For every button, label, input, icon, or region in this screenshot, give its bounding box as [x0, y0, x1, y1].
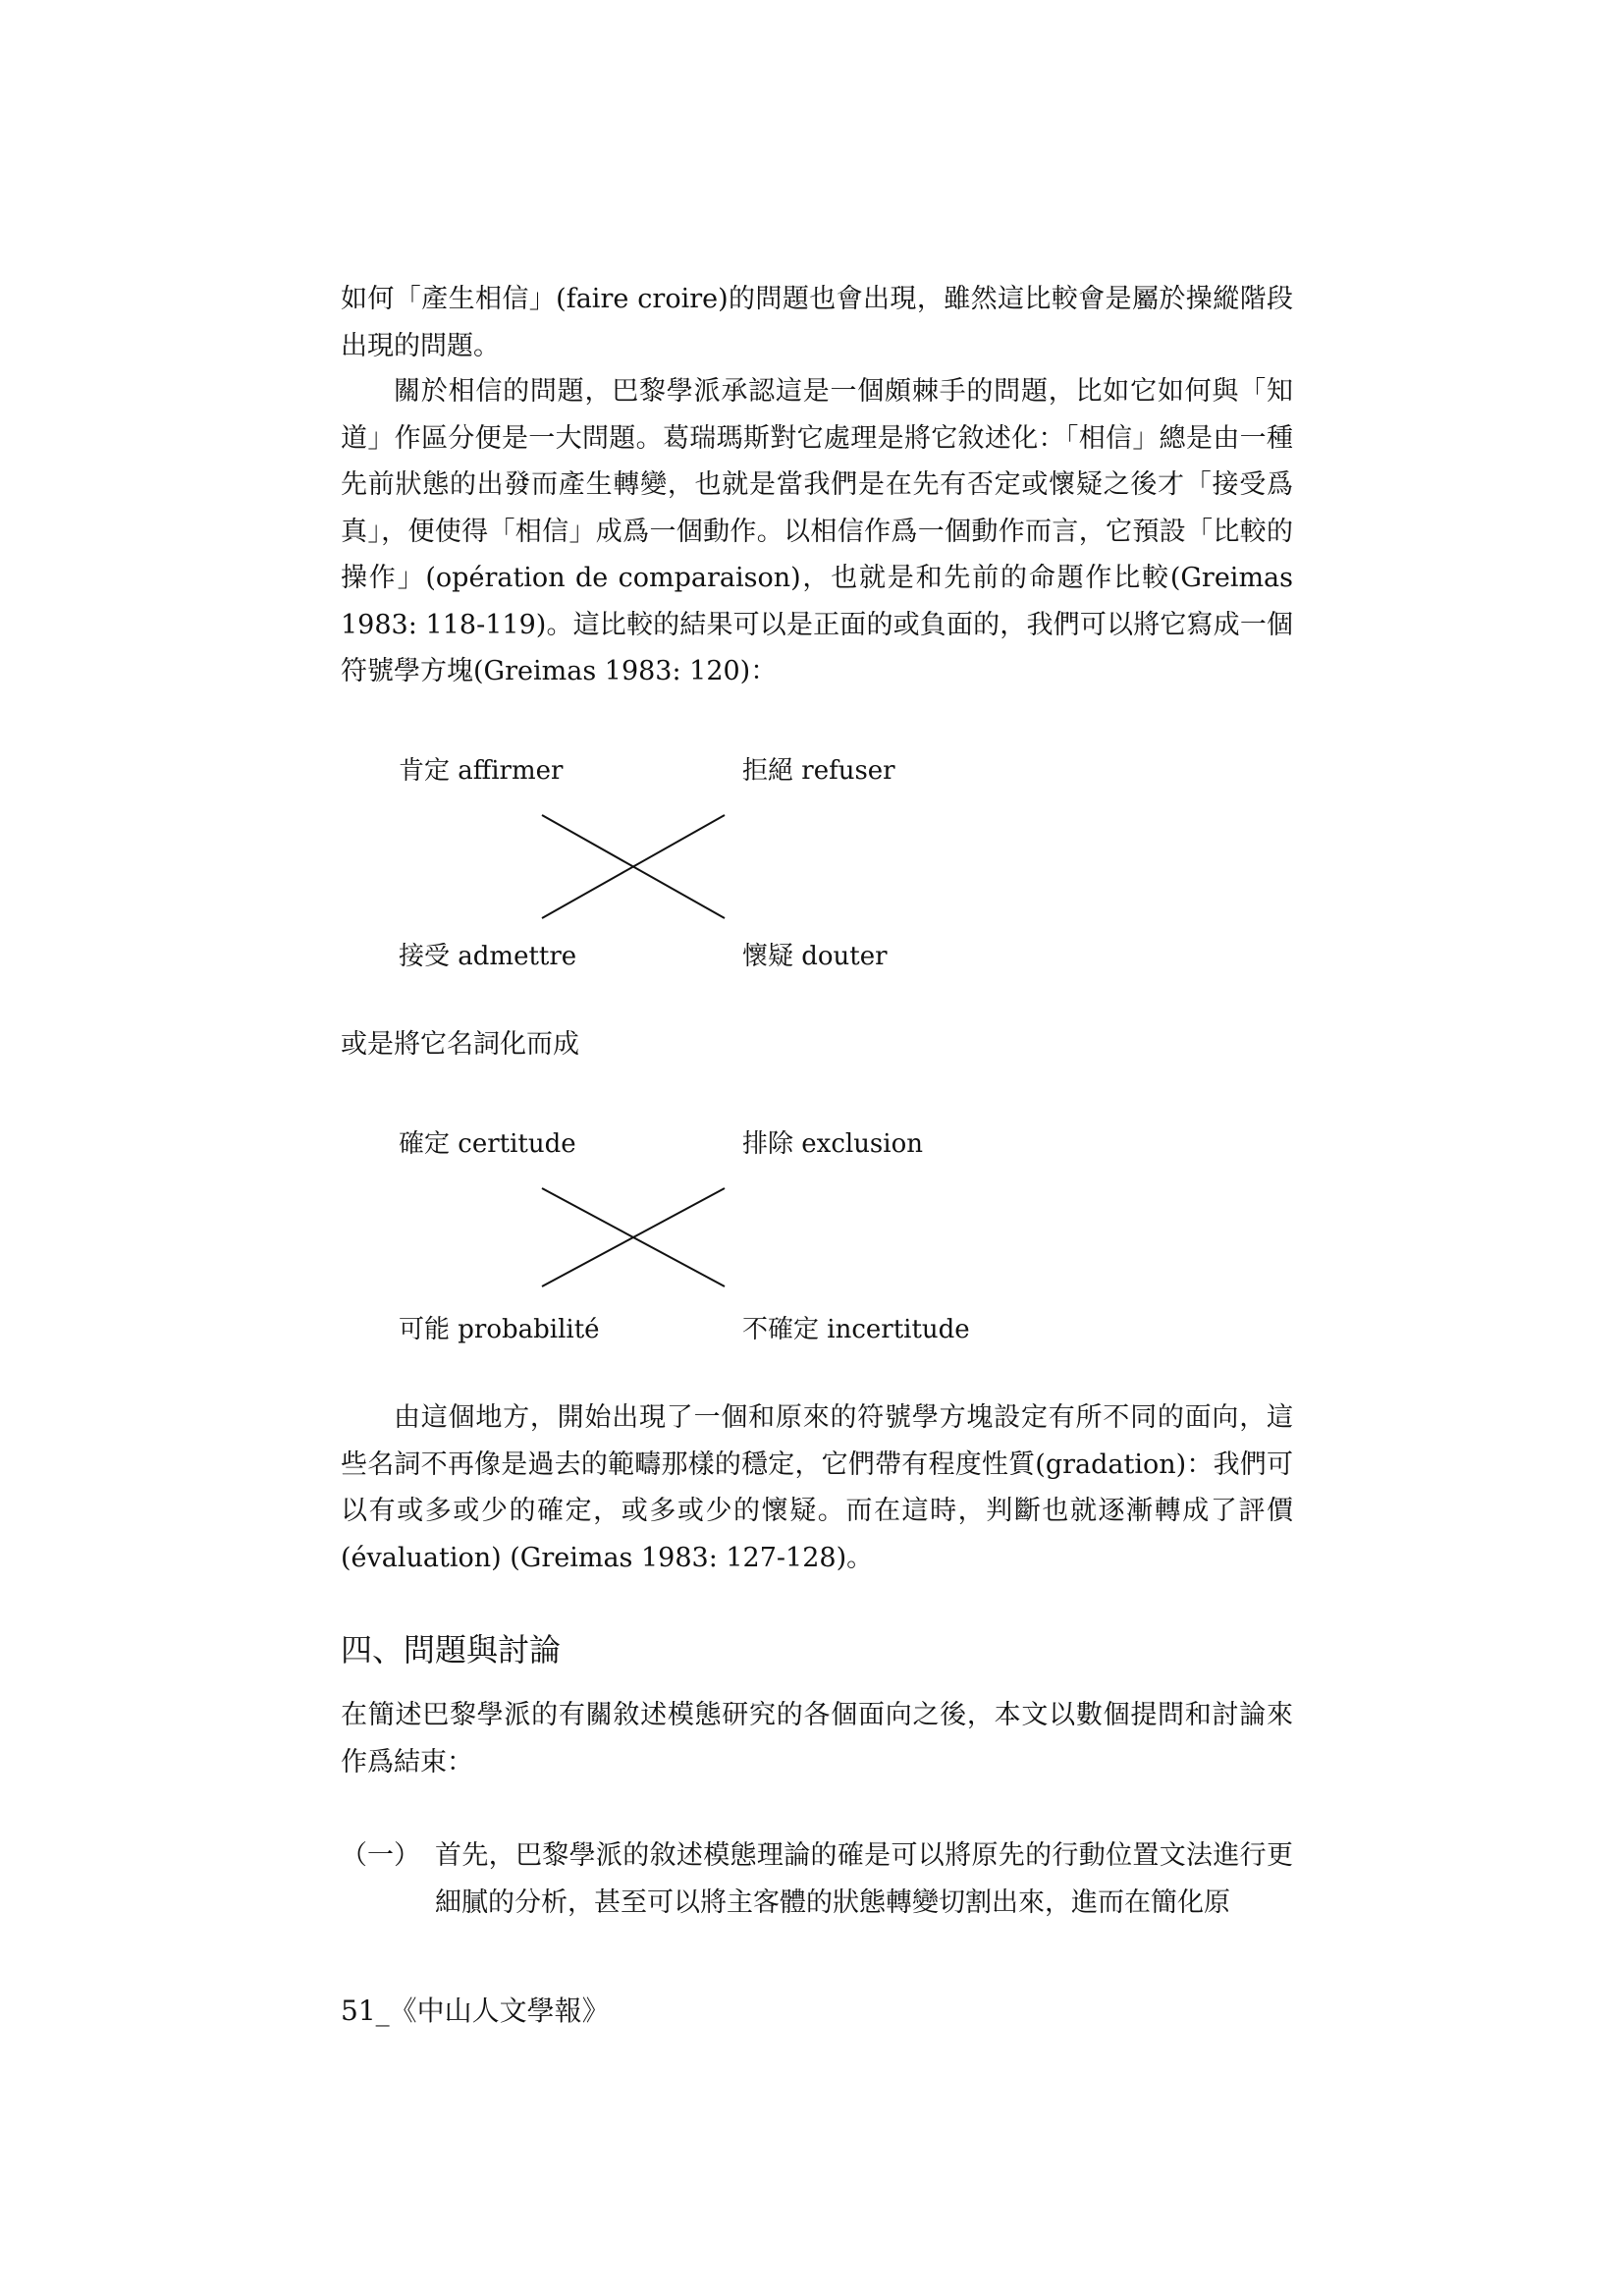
- paragraph-conclusion-intro: [341, 1692, 1293, 1785]
- square-label-top-right: 排除 exclusion: [742, 1129, 923, 1159]
- semiotic-square-certainty: [0, 1115, 1622, 1344]
- paragraph-gradation: [341, 1394, 1293, 1581]
- paragraph-gradation-text: 由這個地方，開始出現了一個和原來的符號學方塊設定有所不同的面向，這些名詞不再像是過去的範疇那樣的穩定，它們帶有程度性質(gradation)：我們可以有或多或少的確定，或多或少的懷疑。而在這時，判斷也就逐漸轉成了評價(évaluation) (Greimas 1983: 127-128)。: [341, 1402, 1293, 1573]
- square-label-bottom-right: 不確定 incertitude: [742, 1315, 970, 1344]
- page-footer: 51_《中山人文學報》: [341, 1995, 610, 2027]
- list-item: [341, 1832, 1293, 1926]
- paragraph-continuation-text: 如何「產生相信」(faire croire)的問題也會出現，雖然這比較會是屬於操縱階段出現的問題。: [341, 284, 1293, 361]
- square-label-top-right: 拒絕 refuser: [742, 756, 895, 786]
- list-item-text: 首先，巴黎學派的敘述模態理論的確是可以將原先的行動位置文法進行更細膩的分析，甚至可以將主客體的狀態轉變切割出來，進而在簡化原: [435, 1840, 1293, 1918]
- square-label-bottom-left: 可能 probabilité: [399, 1315, 600, 1344]
- semiotic-square-belief: [0, 741, 1622, 971]
- square-label-top-left: 肯定 affirmer: [399, 756, 564, 786]
- list-item-marker: （一）: [341, 1840, 420, 1871]
- square-label-bottom-right: 懷疑 douter: [742, 942, 888, 971]
- paragraph-nominalized-text: 或是將它名詞化而成: [341, 1029, 579, 1060]
- paragraph-nominalized: [341, 1021, 1293, 1068]
- section-heading: 四、問題與討論: [341, 1631, 562, 1668]
- square-label-bottom-left: 接受 admettre: [399, 942, 577, 971]
- paragraph-belief-text: 關於相信的問題，巴黎學派承認這是一個頗棘手的問題，比如它如何與「知道」作區分便是一大問題。葛瑞瑪斯對它處理是將它敘述化：「相信」總是由一種先前狀態的出發而產生轉變，也就是當我們是在先有否定或懷疑之後才「接受爲真」，便使得「相信」成爲一個動作。以相信作爲一個動作而言，它預設「比較的操作」(opération de comparaison)，也就是和先前的命題作比較(Greimas 1983: 118-119)。這比較的結果可以是正面的或負面的，我們可以將它寫成一個符號學方塊(Greimas 1983: 120)：: [341, 376, 1293, 686]
- square-label-top-left: 確定 certitude: [399, 1129, 576, 1159]
- paragraph-belief: [341, 368, 1293, 695]
- paragraph-conclusion-intro-text: 在簡述巴黎學派的有關敘述模態研究的各個面向之後，本文以數個提問和討論來作爲結束：: [341, 1700, 1293, 1777]
- paragraph-continuation: [341, 276, 1293, 369]
